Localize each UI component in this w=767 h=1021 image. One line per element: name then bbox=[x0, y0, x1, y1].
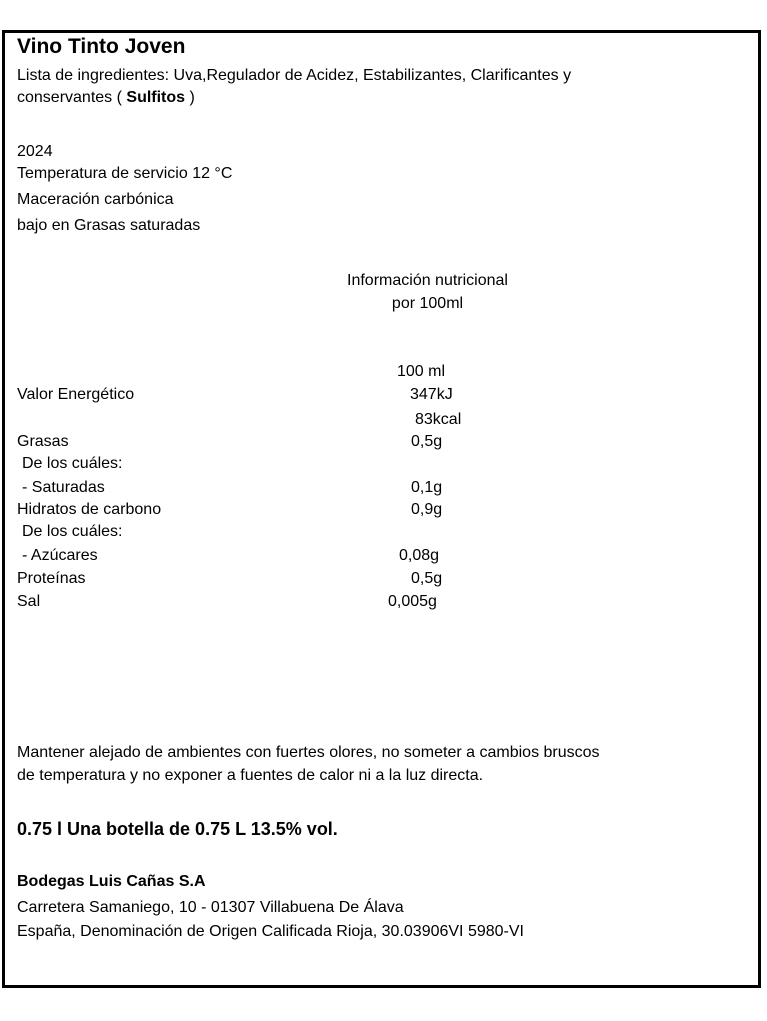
producer-origin: España, Denominación de Origen Calificada Rioja, 30.03906VI 5980-VI bbox=[17, 923, 524, 940]
service-temperature: Temperatura de servicio 12 °C bbox=[17, 165, 233, 182]
nutrition-column-header: 100 ml bbox=[397, 363, 446, 380]
nutrition-row-label: - Azúcares bbox=[22, 547, 98, 564]
nutrition-row-value: 0,08g bbox=[399, 547, 440, 564]
nutrition-subheading: por 100ml bbox=[391, 295, 464, 312]
product-title: Vino Tinto Joven bbox=[17, 35, 186, 58]
nutrition-row-label: De los cuáles: bbox=[22, 523, 123, 540]
nutrition-row-value: 0,005g bbox=[388, 593, 437, 610]
nutrition-row-label: De los cuáles: bbox=[22, 455, 123, 472]
allergen-sulfitos: Sulfitos bbox=[126, 89, 186, 106]
storage-line-1: Mantener alejado de ambientes con fuertes olores, no someter a cambios bruscos bbox=[17, 744, 600, 761]
nutrition-row-value: 0,1g bbox=[411, 479, 443, 496]
nutrition-row-label: - Saturadas bbox=[22, 479, 105, 496]
maceration: Maceración carbónica bbox=[17, 191, 174, 208]
nutrition-row-value: 0,5g bbox=[411, 570, 443, 587]
producer-name: Bodegas Luis Cañas S.A bbox=[17, 873, 206, 890]
vintage-year: 2024 bbox=[17, 143, 53, 160]
ingredients-pre: conservantes ( bbox=[17, 89, 127, 106]
ingredients-post: ) bbox=[185, 89, 195, 106]
nutrition-row-label: Grasas bbox=[17, 433, 69, 450]
nutrition-row-label: Valor Energético bbox=[17, 386, 135, 403]
nutrition-row-value: 83kcal bbox=[415, 411, 462, 428]
fat-note: bajo en Grasas saturadas bbox=[17, 217, 201, 234]
nutrition-row-value: 0,9g bbox=[411, 501, 443, 518]
nutrition-row-value: 0,5g bbox=[411, 433, 443, 450]
volume-statement: 0.75 l Una botella de 0.75 L 13.5% vol. bbox=[17, 819, 338, 839]
nutrition-row-label: Proteínas bbox=[17, 570, 86, 587]
nutrition-row-value: 347kJ bbox=[410, 386, 453, 403]
ingredients-line-1: Lista de ingredientes: Uva,Regulador de Acidez, Estabilizantes, Clarificantes y bbox=[17, 67, 572, 84]
nutrition-row-label: Hidratos de carbono bbox=[17, 501, 162, 518]
storage-line-2: de temperatura y no exponer a fuentes de calor ni a la luz directa. bbox=[17, 767, 484, 784]
producer-address: Carretera Samaniego, 10 - 01307 Villabuena De Álava bbox=[17, 899, 404, 916]
nutrition-heading: Información nutricional bbox=[347, 272, 508, 289]
ingredients-line-2 bbox=[17, 88, 195, 108]
nutrition-row-label: Sal bbox=[17, 593, 41, 610]
